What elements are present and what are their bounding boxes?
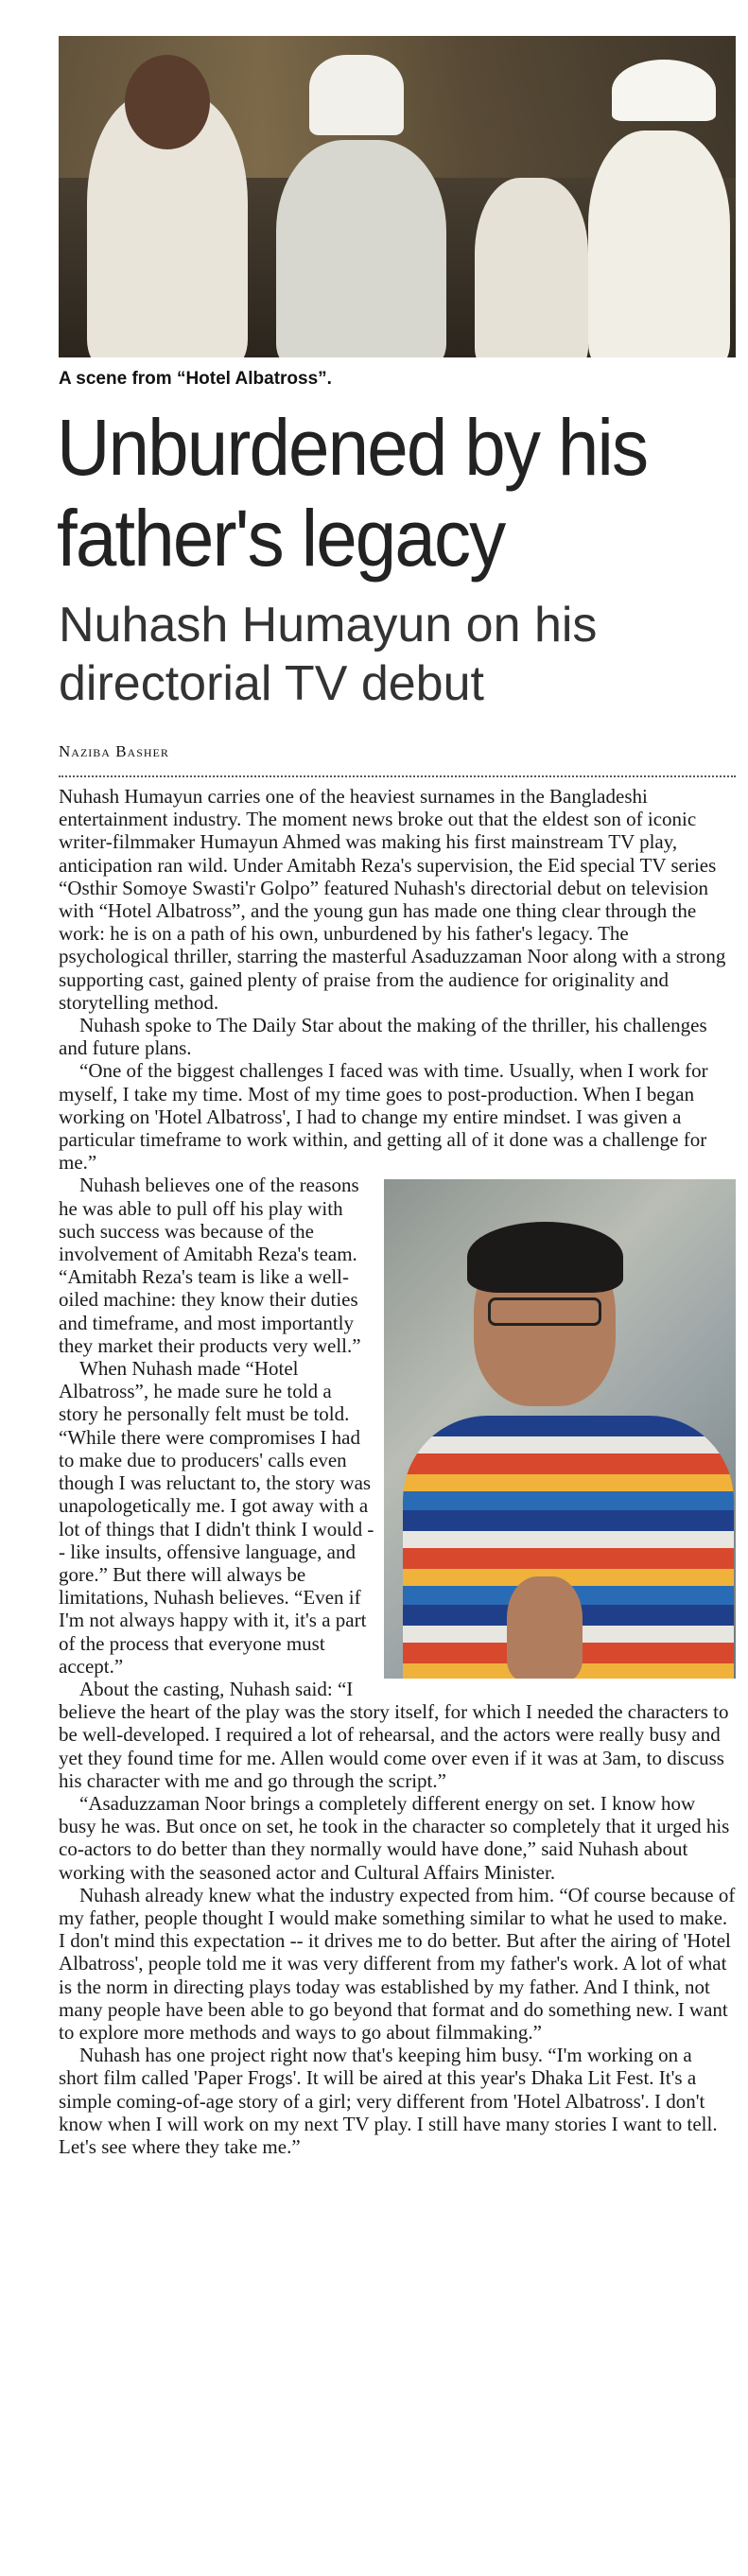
- hero-figure-1-head: [125, 55, 210, 149]
- portrait-photo: [384, 1179, 736, 1679]
- hero-figure-2-hat: [309, 55, 404, 135]
- hero-figure-2: [276, 140, 446, 357]
- portrait-hair: [467, 1222, 623, 1293]
- paragraph-3: “One of the biggest challenges I faced was with time. Usually, when I work for myself, I take my time. Most of my time goes to post-production. When I began working on 'Hotel Albatross', I had to change my entire mindset. I was given a particular timeframe to work within, and getting all of it done was a challenge for me.”: [59, 1059, 708, 1175]
- hero-figure-4-hat: [612, 60, 716, 121]
- headline: [57, 402, 690, 583]
- paragraph-9: Nuhash has one project right now that's keeping him busy. “I'm working on a short film called 'Paper Frogs'. It will be aired at this year's Dhaka Lit Fest. It's a simple coming-of-age story of a girl; very different from 'Hotel Albatross'. I don't know when I will work on my next TV play. I still have many stories I want to tell. Let's see where they take me.”: [59, 2044, 718, 2158]
- headline-line-2: father's legacy: [57, 494, 505, 583]
- article-body: [59, 785, 736, 2158]
- subheadline: [59, 596, 739, 713]
- portrait-glasses: [488, 1297, 601, 1326]
- portrait-hand: [507, 1576, 583, 1679]
- subheadline-line-1: Nuhash Humayun on his: [59, 598, 598, 653]
- photo-caption: A scene from “Hotel Albatross”.: [59, 369, 332, 389]
- paragraph-8: Nuhash already knew what the industry expected from him. “Of course because of my father, people thought I would make something similar to what he used to make. I don't mind this expectation -- it drives me to do better. But after the airing of 'Hotel Albatross', people told me it was very different from my father's work. A lot of what is the norm in directing plays today was established by my father. And I think, not many people have been able to go beyond that format and do something new. I want to explore more methods and ways to go about filmmaking.”: [59, 1883, 736, 2044]
- headline-line-1: Unburdened by his: [57, 403, 648, 492]
- subheadline-line-2: directorial TV debut: [59, 656, 484, 711]
- hero-figure-3: [475, 178, 588, 357]
- dotted-divider: [59, 775, 736, 777]
- paragraph-2: Nuhash spoke to The Daily Star about the making of the thriller, his challenges and future plans.: [59, 1014, 707, 1060]
- paragraph-5: When Nuhash made “Hotel Albatross”, he made sure he told a story he personally felt must be told. “While there were compromises I had to make due to producers' calls even though I was reluctant to, the story was unapologetically me. I got away with a lot of things that I didn't think I would -- like insults, offensive language, and gore.” But there will always be limitations, Nuhash believes. “Even if I'm not always happy with it, it's a part of the process that everyone must accept.”: [59, 1357, 374, 1678]
- paragraph-7: “Asaduzzaman Noor brings a completely different energy on set. I know how busy he was. But once on set, he took in the character so completely that it urged his co-actors to do better than they normally would have done,” said Nuhash about working with the seasoned actor and Cultural Affairs Minister.: [59, 1791, 730, 1884]
- hero-photo: [59, 36, 736, 357]
- paragraph-4: Nuhash believes one of the reasons he was able to pull off his play with such success was because of the involvement of Amitabh Reza's team. “Amitabh Reza's team is like a well-oiled machine: they know their duties and timeframe, and most importantly they market their products very well.”: [59, 1174, 361, 1357]
- hero-figure-4: [588, 131, 730, 357]
- paragraph-6: About the casting, Nuhash said: “I believe the heart of the play was the story itself, for which I needed the characters to be well-developed. I required a lot of rehearsal, and the actors were really busy and yet they found time for me. Allen would come over even if it was at 3am, to discuss his character with me and go through the script.”: [59, 1677, 729, 1792]
- author-byline: Naziba Basher: [59, 742, 169, 760]
- paragraph-1: Nuhash Humayun carries one of the heaviest surnames in the Bangladeshi entertainment industry. The moment news broke out that the eldest son of iconic writer-filmmaker Humayun Ahmed was making his first mainstream TV play, anticipation ran wild. Under Amitabh Reza's supervision, the Eid special TV series “Osthir Somoye Swasti'r Golpo” featured Nuhash's directorial debut on television with “Hotel Albatross”, and the young gun has made one thing clear through the work: he is on a path of his own, unburdened by his father's legacy. The psychological thriller, starring the masterful Asaduzzaman Noor along with a strong supporting cast, gained plenty of praise from the audience for originality and storytelling method.: [59, 785, 726, 1014]
